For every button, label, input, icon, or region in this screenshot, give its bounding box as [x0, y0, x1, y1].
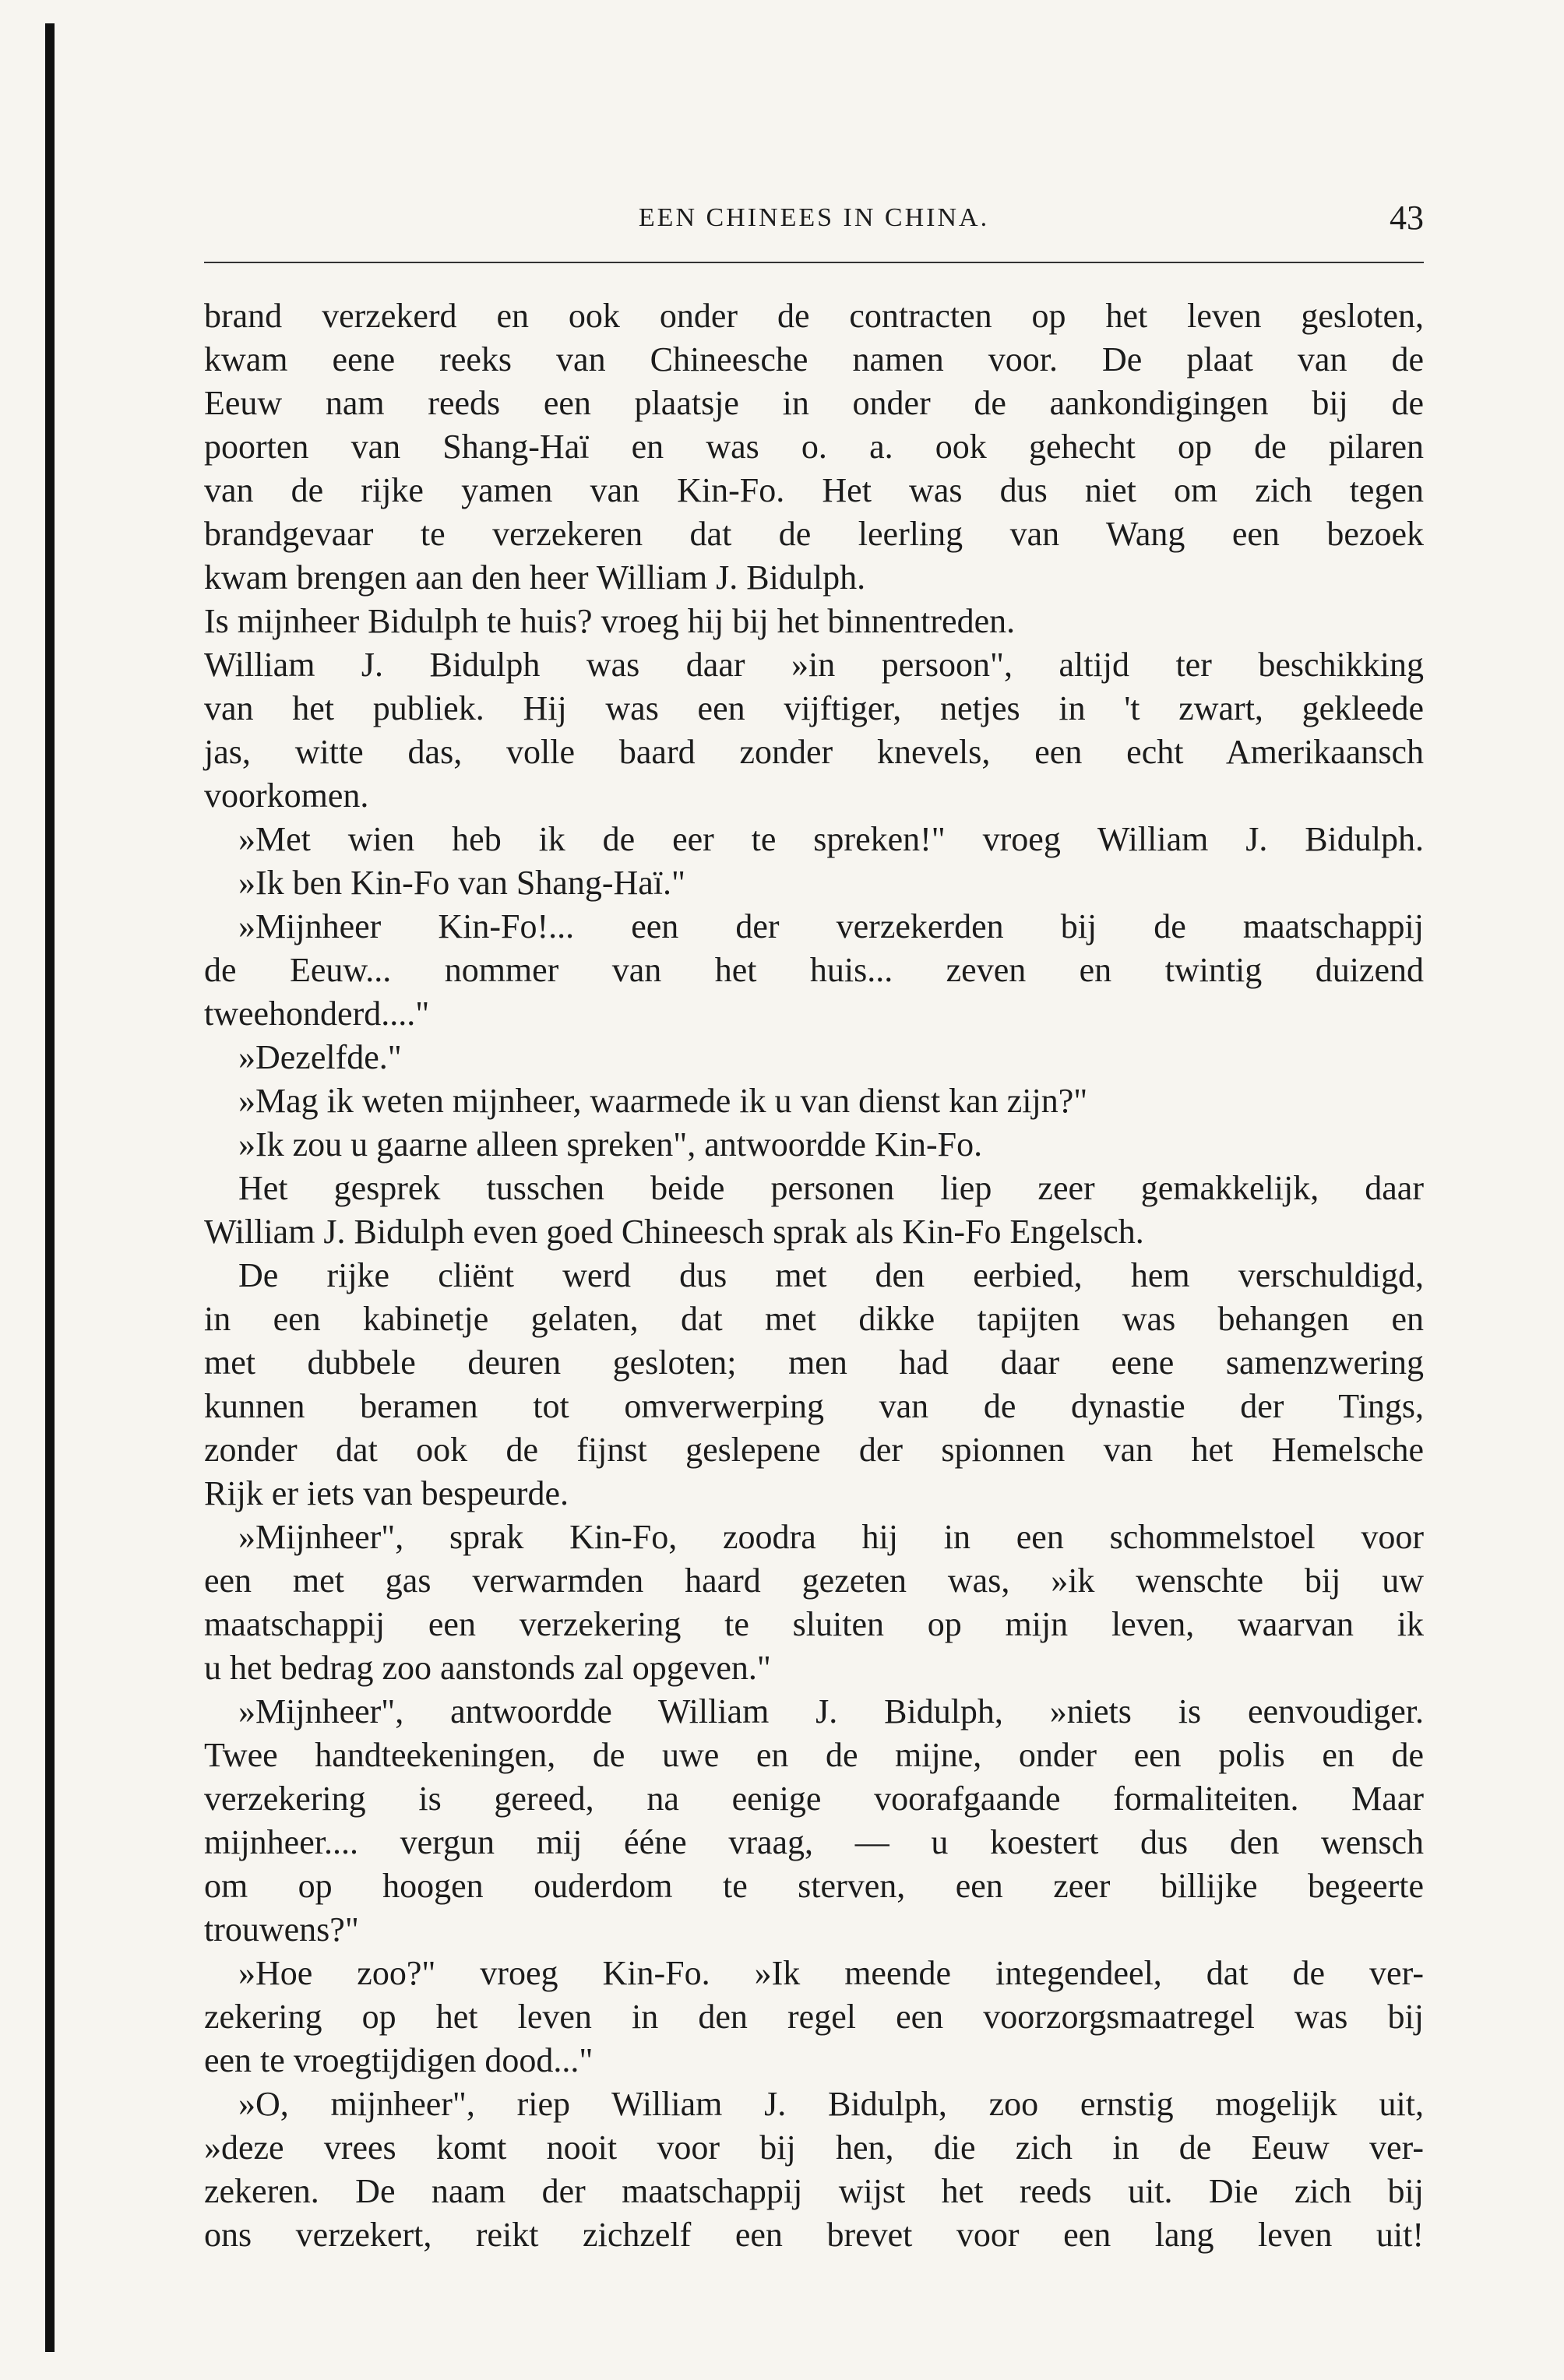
binding-edge [45, 23, 55, 2352]
text-line: zonder dat ook de fijnst geslepene der spionnen van het Hemelsche [204, 1431, 1424, 1469]
text-line: met dubbele deuren gesloten; men had daar eene samenzwering [204, 1343, 1424, 1382]
text-line: jas, witte das, volle baard zonder knevels, een echt Amerikaansch [204, 733, 1424, 771]
text-line: De rijke cliënt werd dus met den eerbied, hem verschuldigd, [238, 1256, 1424, 1294]
text-line: »Mijnheer", antwoordde William J. Bidulph, »niets is eenvoudiger. [238, 1692, 1424, 1730]
page-number: 43 [1390, 199, 1424, 237]
text-line: brandgevaar te verzekeren dat de leerling van Wang een bezoek [204, 515, 1424, 553]
text-line: kwam eene reeks van Chineesche namen voor. De plaat van de [204, 340, 1424, 378]
header-rule [204, 262, 1424, 263]
text-line: Is mijnheer Bidulph te huis? vroeg hij bij het binnentreden. [204, 602, 1016, 640]
text-line: »deze vrees komt nooit voor bij hen, die zich in de Eeuw ver- [204, 2128, 1424, 2167]
text-line: brand verzekerd en ook onder de contracten op het leven gesloten, [204, 297, 1424, 335]
text-line: Rijk er iets van bespeurde. [204, 1474, 569, 1512]
text-line: de Eeuw... nommer van het huis... zeven en twintig duizend [204, 951, 1424, 989]
text-line: ons verzekert, reikt zichzelf een brevet voor een lang leven uit! [204, 2216, 1424, 2254]
text-line: »Mijnheer", sprak Kin-Fo, zoodra hij in een schommelstoel voor [238, 1518, 1424, 1556]
text-line: in een kabinetje gelaten, dat met dikke tapijten was behangen en [204, 1300, 1424, 1338]
text-line: »Met wien heb ik de eer te spreken!" vroeg William J. Bidulph. [238, 820, 1424, 858]
text-line: zekering op het leven in den regel een voorzorgsmaatregel was bij [204, 1998, 1424, 2036]
text-line: maatschappij een verzekering te sluiten op mijn leven, waarvan ik [204, 1605, 1424, 1643]
text-line: »Mijnheer Kin-Fo!... een der verzekerden bij de maatschappij [238, 907, 1424, 945]
text-line: »Dezelfde." [238, 1038, 402, 1076]
text-line: voorkomen. [204, 776, 369, 815]
text-line: Twee handteekeningen, de uwe en de mijne, onder een polis en de [204, 1736, 1424, 1774]
page-header [204, 195, 1424, 241]
text-line: Het gesprek tusschen beide personen liep zeer gemakkelijk, daar [238, 1169, 1424, 1207]
text-line: kunnen beramen tot omverwerping van de dynastie der Tings, [204, 1387, 1424, 1425]
text-line: Eeuw nam reeds een plaatsje in onder de aankondigingen bij de [204, 384, 1424, 422]
body-text [204, 294, 1424, 2257]
text-line: een te vroegtijdigen dood..." [204, 2041, 594, 2079]
text-line: zekeren. De naam der maatschappij wijst het reeds uit. Die zich bij [204, 2172, 1424, 2210]
text-line: kwam brengen aan den heer William J. Bidulph. [204, 558, 866, 597]
text-line: tweehonderd...." [204, 995, 430, 1033]
text-line: om op hoogen ouderdom te sterven, een zeer billijke begeerte [204, 1867, 1424, 1905]
text-line: William J. Bidulph even goed Chineesch sprak als Kin-Fo Engelsch. [204, 1213, 1144, 1251]
text-line: »Mag ik weten mijnheer, waarmede ik u van dienst kan zijn?" [238, 1082, 1088, 1120]
text-line: »Ik zou u gaarne alleen spreken", antwoordde Kin-Fo. [238, 1125, 983, 1164]
text-line: »Ik ben Kin-Fo van Shang-Haï." [238, 864, 685, 902]
text-line: trouwens?" [204, 1910, 359, 1949]
text-line: »Hoe zoo?" vroeg Kin-Fo. »Ik meende integendeel, dat de ver- [238, 1954, 1424, 1992]
running-title: EEN CHINEES IN CHINA. [638, 203, 990, 232]
text-line: van de rijke yamen van Kin-Fo. Het was dus niet om zich tegen [204, 471, 1424, 509]
text-line: verzekering is gereed, na eenige voorafgaande formaliteiten. Maar [204, 1780, 1424, 1818]
text-line: een met gas verwarmden haard gezeten was, »ik wenschte bij uw [204, 1561, 1424, 1600]
text-line: mijnheer.... vergun mij ééne vraag, — u koestert dus den wensch [204, 1823, 1424, 1861]
text-line: van het publiek. Hij was een vijftiger, netjes in 't zwart, gekleede [204, 689, 1424, 727]
text-line: poorten van Shang-Haï en was o. a. ook gehecht op de pilaren [204, 428, 1424, 466]
text-line: »O, mijnheer", riep William J. Bidulph, zoo ernstig mogelijk uit, [238, 2085, 1424, 2123]
text-line: William J. Bidulph was daar »in persoon", altijd ter beschikking [204, 646, 1424, 684]
text-line: u het bedrag zoo aanstonds zal opgeven." [204, 1649, 771, 1687]
